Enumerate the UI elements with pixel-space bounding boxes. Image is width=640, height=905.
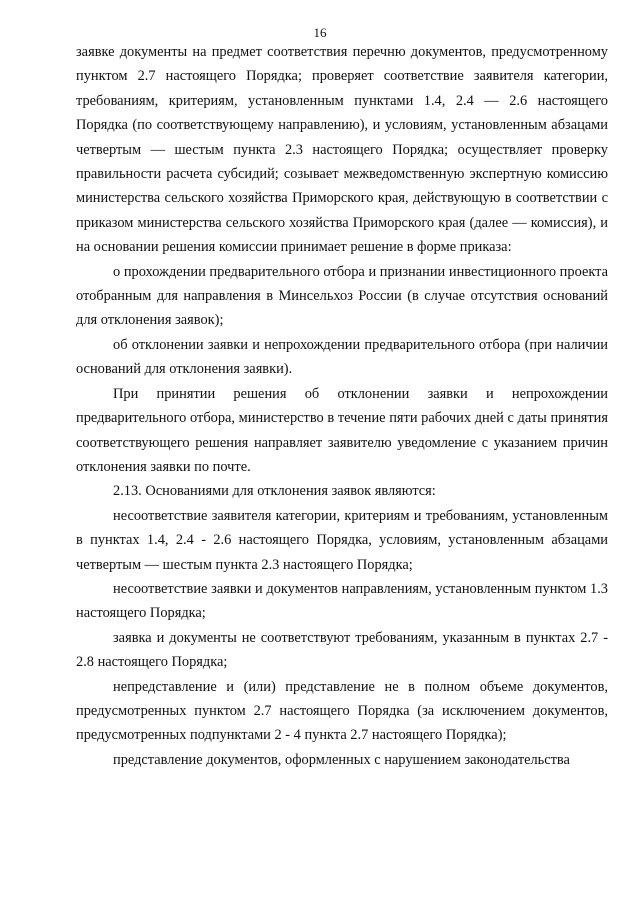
- document-body: [76, 40, 608, 772]
- paragraph-continuation: заявке документы на предмет соответствия перечню документов, предусмотренному пунктом 2.7 настоящего Порядка; проверяет соответствие заявителя категории, требованиям, критериям, установленным пунктами 1.4, 2.4 — 2.6 настоящего Порядка (по соответствующему направлению), и условиям, установленным абзацами четвертым — шестым пункта 2.3 настоящего Порядка; осуществляет проверку правильности расчета субсидий; созывает межведомственную экспертную комиссию министерства сельского хозяйства Приморского края, действующую в соответствии с приказом министерства сельского хозяйства Приморского края (далее — комиссия), и на основании решения комиссии принимает решение в форме приказа:: [76, 44, 608, 256]
- paragraph-ground-2: несоответствие заявки и документов направлениям, установленным пунктом 1.3 настоящего Порядка;: [76, 580, 608, 622]
- paragraph-decision-pass: о прохождении предварительного отбора и признании инвестиционного проекта отобранным для направления в Минсельхоз России (в случае отсутствия оснований для отклонения заявок);: [76, 263, 608, 329]
- paragraph-ground-3: заявка и документы не соответствуют требованиям, указанным в пунктах 2.7 - 2.8 настоящего Порядка;: [76, 629, 608, 671]
- paragraph-ground-1: несоответствие заявителя категории, критериям и требованиям, установленным в пунктах 1.4, 2.4 - 2.6 настоящего Порядка, условиям, установленным абзацами четвертым — шестым пункта 2.3 настоящего Порядка;: [76, 507, 608, 573]
- paragraph-ground-5: представление документов, оформленных с нарушением законодательства: [113, 751, 570, 768]
- page-number: 16: [313, 25, 327, 40]
- paragraph-notification: При принятии решения об отклонении заявки и непрохождении предварительного отбора, министерство в течение пяти рабочих дней с даты принятия соответствующего решения направляет заявителю уведомление с указанием причин отклонения заявки по почте.: [76, 385, 608, 475]
- paragraph-ground-4: непредставление и (или) представление не в полном объеме документов, предусмотренных пунктом 2.7 настоящего Порядка (за исключением документов, предусмотренных подпунктами 2 - 4 пункта 2.7 настоящего Порядка);: [76, 678, 608, 744]
- paragraph-clause-2-13: 2.13. Основаниями для отклонения заявок являются:: [113, 483, 436, 500]
- paragraph-decision-reject: об отклонении заявки и непрохождении предварительного отбора (при наличии оснований для отклонения заявки).: [76, 336, 608, 378]
